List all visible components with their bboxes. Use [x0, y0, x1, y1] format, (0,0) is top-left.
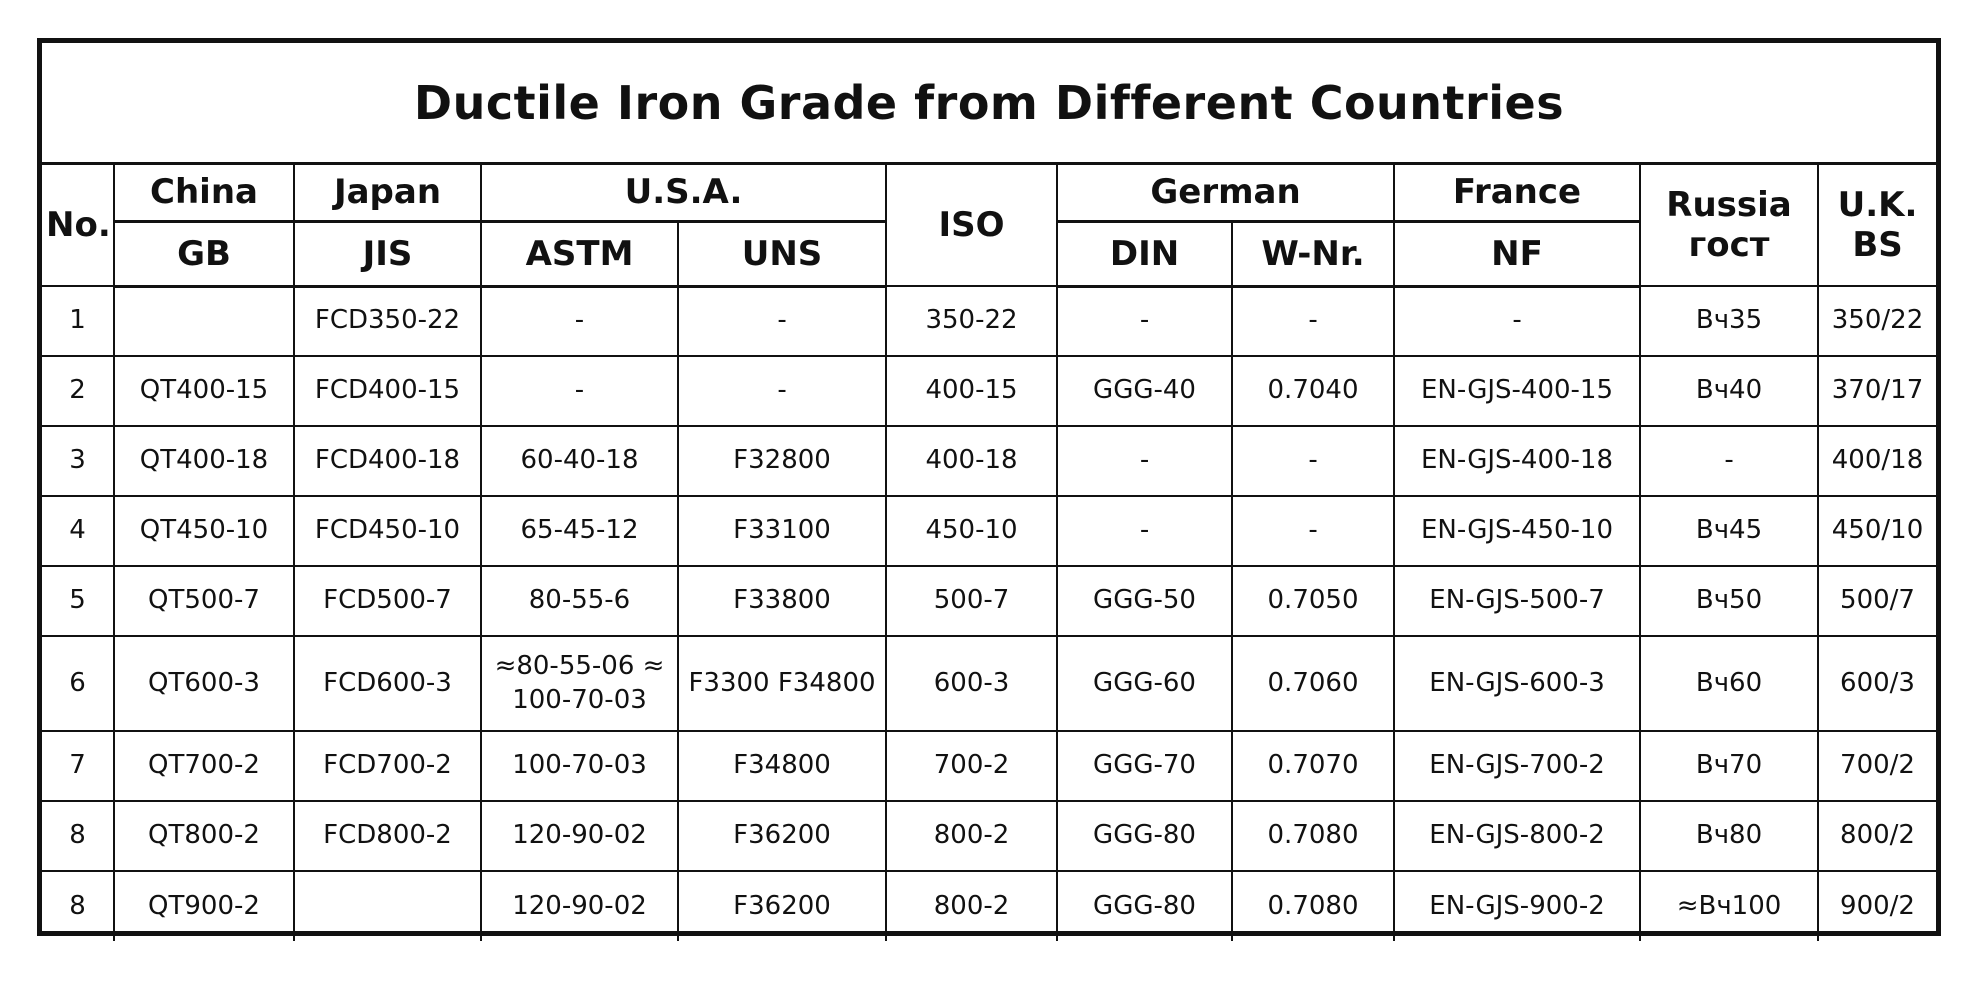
- header-france: France: [1394, 165, 1640, 221]
- cell-jis: FCD500-7: [294, 566, 481, 636]
- cell-gb: QT400-18: [114, 426, 294, 496]
- cell-uns: -: [678, 286, 886, 356]
- header-iso: ISO: [886, 165, 1057, 286]
- cell-no: 8: [42, 871, 114, 941]
- cell-nf: EN-GJS-500-7: [1394, 566, 1640, 636]
- cell-din: GGG-70: [1057, 731, 1232, 801]
- cell-astm: 80-55-6: [481, 566, 678, 636]
- cell-astm: ≈80-55-06 ≈ 100-70-03: [481, 636, 678, 731]
- cell-jis: FCD700-2: [294, 731, 481, 801]
- cell-iso: 700-2: [886, 731, 1057, 801]
- cell-wnr: 0.7080: [1232, 801, 1394, 871]
- cell-wnr: -: [1232, 496, 1394, 566]
- cell-no: 8: [42, 801, 114, 871]
- header-jis: JIS: [294, 221, 481, 286]
- cell-nf: EN-GJS-450-10: [1394, 496, 1640, 566]
- cell-astm: -: [481, 356, 678, 426]
- cell-iso: 800-2: [886, 871, 1057, 941]
- header-nf: NF: [1394, 221, 1640, 286]
- table-row: [42, 426, 1936, 496]
- cell-wnr: 0.7080: [1232, 871, 1394, 941]
- cell-wnr: 0.7070: [1232, 731, 1394, 801]
- cell-iso: 800-2: [886, 801, 1057, 871]
- header-japan: Japan: [294, 165, 481, 221]
- cell-no: 3: [42, 426, 114, 496]
- cell-din: -: [1057, 496, 1232, 566]
- cell-wnr: 0.7050: [1232, 566, 1394, 636]
- cell-uns: -: [678, 356, 886, 426]
- cell-bs: 450/10: [1818, 496, 1936, 566]
- header-uk: U.K. BS: [1818, 165, 1936, 286]
- cell-nf: EN-GJS-800-2: [1394, 801, 1640, 871]
- cell-nf: EN-GJS-400-15: [1394, 356, 1640, 426]
- cell-nf: EN-GJS-700-2: [1394, 731, 1640, 801]
- cell-uns: F3300 F34800: [678, 636, 886, 731]
- cell-bs: 350/22: [1818, 286, 1936, 356]
- cell-gb: QT600-3: [114, 636, 294, 731]
- cell-no: 6: [42, 636, 114, 731]
- cell-nf: -: [1394, 286, 1640, 356]
- cell-astm: 120-90-02: [481, 871, 678, 941]
- cell-gost: Вч80: [1640, 801, 1818, 871]
- table-row: [42, 801, 1936, 871]
- cell-iso: 500-7: [886, 566, 1057, 636]
- cell-din: GGG-80: [1057, 871, 1232, 941]
- cell-wnr: 0.7040: [1232, 356, 1394, 426]
- cell-no: 5: [42, 566, 114, 636]
- cell-gost: ≈Вч100: [1640, 871, 1818, 941]
- cell-bs: 700/2: [1818, 731, 1936, 801]
- cell-gost: Вч70: [1640, 731, 1818, 801]
- cell-uns: F32800: [678, 426, 886, 496]
- cell-iso: 350-22: [886, 286, 1057, 356]
- cell-gost: Вч50: [1640, 566, 1818, 636]
- cell-bs: 370/17: [1818, 356, 1936, 426]
- table-row: [42, 566, 1936, 636]
- cell-iso: 450-10: [886, 496, 1057, 566]
- cell-jis: FCD600-3: [294, 636, 481, 731]
- cell-gost: Вч45: [1640, 496, 1818, 566]
- table-title: Ductile Iron Grade from Different Countries: [42, 43, 1936, 165]
- cell-nf: EN-GJS-900-2: [1394, 871, 1640, 941]
- cell-din: GGG-80: [1057, 801, 1232, 871]
- cell-no: 7: [42, 731, 114, 801]
- cell-din: GGG-60: [1057, 636, 1232, 731]
- cell-gb: QT800-2: [114, 801, 294, 871]
- cell-uns: F33100: [678, 496, 886, 566]
- cell-din: -: [1057, 286, 1232, 356]
- cell-uns: F34800: [678, 731, 886, 801]
- table-row: [42, 871, 1936, 941]
- header-china: China: [114, 165, 294, 221]
- cell-bs: 800/2: [1818, 801, 1936, 871]
- cell-wnr: 0.7060: [1232, 636, 1394, 731]
- cell-jis: FCD450-10: [294, 496, 481, 566]
- table-row: [42, 636, 1936, 731]
- cell-bs: 400/18: [1818, 426, 1936, 496]
- grade-table: [42, 165, 1936, 941]
- cell-jis: FCD350-22: [294, 286, 481, 356]
- cell-gost: Вч60: [1640, 636, 1818, 731]
- cell-din: GGG-50: [1057, 566, 1232, 636]
- cell-astm: 65-45-12: [481, 496, 678, 566]
- table-row: [42, 731, 1936, 801]
- cell-iso: 600-3: [886, 636, 1057, 731]
- cell-bs: 900/2: [1818, 871, 1936, 941]
- header-usa: U.S.A.: [481, 165, 886, 221]
- cell-nf: EN-GJS-400-18: [1394, 426, 1640, 496]
- header-german: German: [1057, 165, 1394, 221]
- cell-gb: [114, 286, 294, 356]
- cell-uns: F33800: [678, 566, 886, 636]
- cell-bs: 600/3: [1818, 636, 1936, 731]
- table-row: [42, 286, 1936, 356]
- cell-gost: Вч35: [1640, 286, 1818, 356]
- cell-uns: F36200: [678, 801, 886, 871]
- cell-gb: QT450-10: [114, 496, 294, 566]
- cell-no: 2: [42, 356, 114, 426]
- table-frame: [37, 38, 1941, 936]
- cell-iso: 400-15: [886, 356, 1057, 426]
- cell-gb: QT400-15: [114, 356, 294, 426]
- cell-iso: 400-18: [886, 426, 1057, 496]
- cell-no: 4: [42, 496, 114, 566]
- cell-uns: F36200: [678, 871, 886, 941]
- cell-gb: QT500-7: [114, 566, 294, 636]
- cell-wnr: -: [1232, 286, 1394, 356]
- header-gb: GB: [114, 221, 294, 286]
- cell-nf: EN-GJS-600-3: [1394, 636, 1640, 731]
- cell-bs: 500/7: [1818, 566, 1936, 636]
- cell-astm: -: [481, 286, 678, 356]
- cell-gost: -: [1640, 426, 1818, 496]
- header-wnr: W-Nr.: [1232, 221, 1394, 286]
- header-din: DIN: [1057, 221, 1232, 286]
- cell-gb: QT700-2: [114, 731, 294, 801]
- header-no: No.: [42, 165, 114, 286]
- cell-gost: Вч40: [1640, 356, 1818, 426]
- cell-jis: FCD400-18: [294, 426, 481, 496]
- cell-jis: FCD800-2: [294, 801, 481, 871]
- cell-din: GGG-40: [1057, 356, 1232, 426]
- table-row: [42, 356, 1936, 426]
- header-russia: Russia гост: [1640, 165, 1818, 286]
- header-uns: UNS: [678, 221, 886, 286]
- cell-no: 1: [42, 286, 114, 356]
- cell-astm: 100-70-03: [481, 731, 678, 801]
- cell-jis: [294, 871, 481, 941]
- cell-astm: 120-90-02: [481, 801, 678, 871]
- cell-wnr: -: [1232, 426, 1394, 496]
- table-row: [42, 496, 1936, 566]
- cell-astm: 60-40-18: [481, 426, 678, 496]
- header-astm: ASTM: [481, 221, 678, 286]
- cell-jis: FCD400-15: [294, 356, 481, 426]
- cell-din: -: [1057, 426, 1232, 496]
- cell-gb: QT900-2: [114, 871, 294, 941]
